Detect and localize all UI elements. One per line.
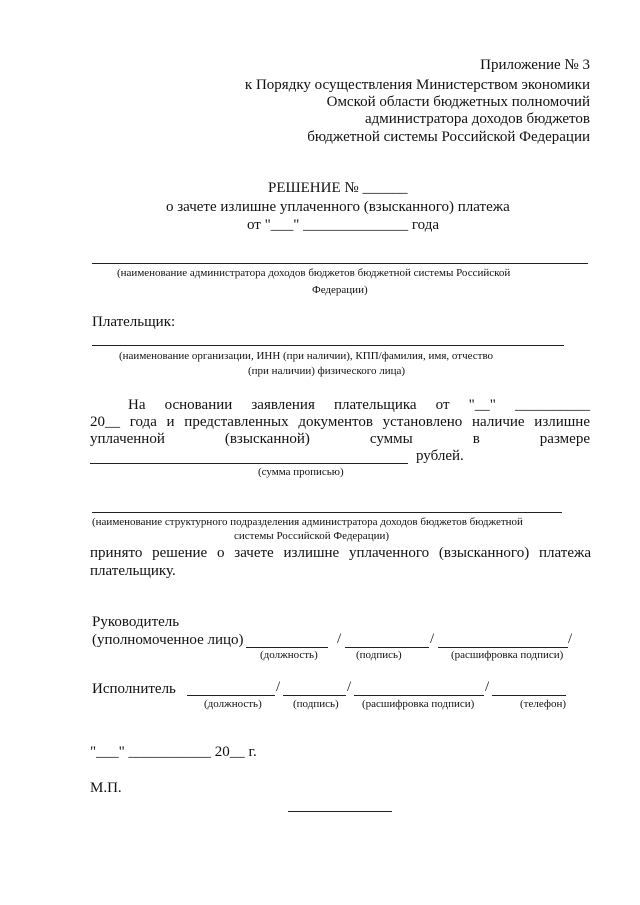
admin-caption-1: (наименование администратора доходов бюджетов бюджетной системы Российской [117, 267, 511, 279]
basis-line-1: На основании заявления плательщика от "__" __________ [128, 397, 590, 413]
executor-caption-signature: (подпись) [293, 698, 339, 710]
executor-decoding-line [354, 695, 484, 696]
head-slash-1: / [337, 631, 342, 647]
basis-line-2: 20__ года и представленных документов установлено наличие излишне [90, 414, 590, 430]
appendix-line-5: бюджетной системы Российской Федерации [307, 129, 590, 145]
payer-caption-2: (при наличии) физического лица) [248, 365, 406, 377]
bottom-rule [288, 811, 392, 812]
head-caption-decoding: (расшифровка подписи) [451, 649, 564, 661]
amount-line [90, 463, 408, 464]
head-slash-3: / [568, 631, 573, 647]
executor-label: Исполнитель [92, 681, 176, 697]
executor-slash-2: / [347, 679, 352, 695]
executor-position-line [187, 695, 275, 696]
head-position-line [246, 647, 328, 648]
head-caption-position: (должность) [260, 649, 318, 661]
payer-label: Плательщик: [92, 314, 176, 330]
amount-suffix: рублей. [416, 448, 464, 464]
head-slash-2: / [430, 631, 435, 647]
head-label-2: (уполномоченное лицо) [92, 632, 244, 648]
head-caption-signature: (подпись) [356, 649, 402, 661]
payer-caption-1: (наименование организации, ИНН (при наличии), КПП/фамилия, имя, отчество [119, 350, 494, 362]
head-label-1: Руководитель [92, 614, 180, 630]
admin-caption-2: Федерации) [312, 284, 368, 296]
executor-signature-line [283, 695, 346, 696]
appendix-number: Приложение № 3 [480, 57, 590, 73]
appendix-line-4: администратора доходов бюджетов [365, 111, 590, 127]
admin-name-line [92, 263, 588, 264]
appendix-line-2: к Порядку осуществления Министерством экономики [244, 77, 590, 93]
executor-slash-3: / [485, 679, 490, 695]
basis-line-3: уплаченной (взысканной) суммы в размере [90, 431, 590, 447]
executor-caption-decoding: (расшифровка подписи) [362, 698, 475, 710]
department-caption-1: (наименование структурного подразделения администратора доходов бюджетов бюджетной [92, 516, 523, 528]
stamp-label: М.П. [90, 780, 122, 796]
footer-date-line: "___" ___________ 20__ г. [90, 744, 257, 760]
amount-caption: (сумма прописью) [258, 466, 344, 478]
department-name-line [92, 512, 562, 513]
decision-date-line: от "___" ______________ года [247, 217, 439, 233]
head-signature-line [345, 647, 429, 648]
executor-caption-position: (должность) [204, 698, 262, 710]
appendix-line-3: Омской области бюджетных полномочий [326, 94, 590, 110]
executor-caption-phone: (телефон) [520, 698, 567, 710]
decision-text-1: принято решение о зачете излишне уплаченного (взысканного) платежа [90, 545, 591, 561]
payer-name-line [92, 345, 564, 346]
executor-phone-line [492, 695, 566, 696]
decision-text-2: плательщику. [90, 563, 176, 579]
department-caption-2: системы Российской Федерации) [234, 530, 390, 542]
head-decoding-line [438, 647, 568, 648]
executor-slash-1: / [276, 679, 281, 695]
decision-subtitle: о зачете излишне уплаченного (взысканного) платежа [166, 199, 510, 215]
decision-heading: РЕШЕНИЕ № ______ [268, 180, 408, 196]
